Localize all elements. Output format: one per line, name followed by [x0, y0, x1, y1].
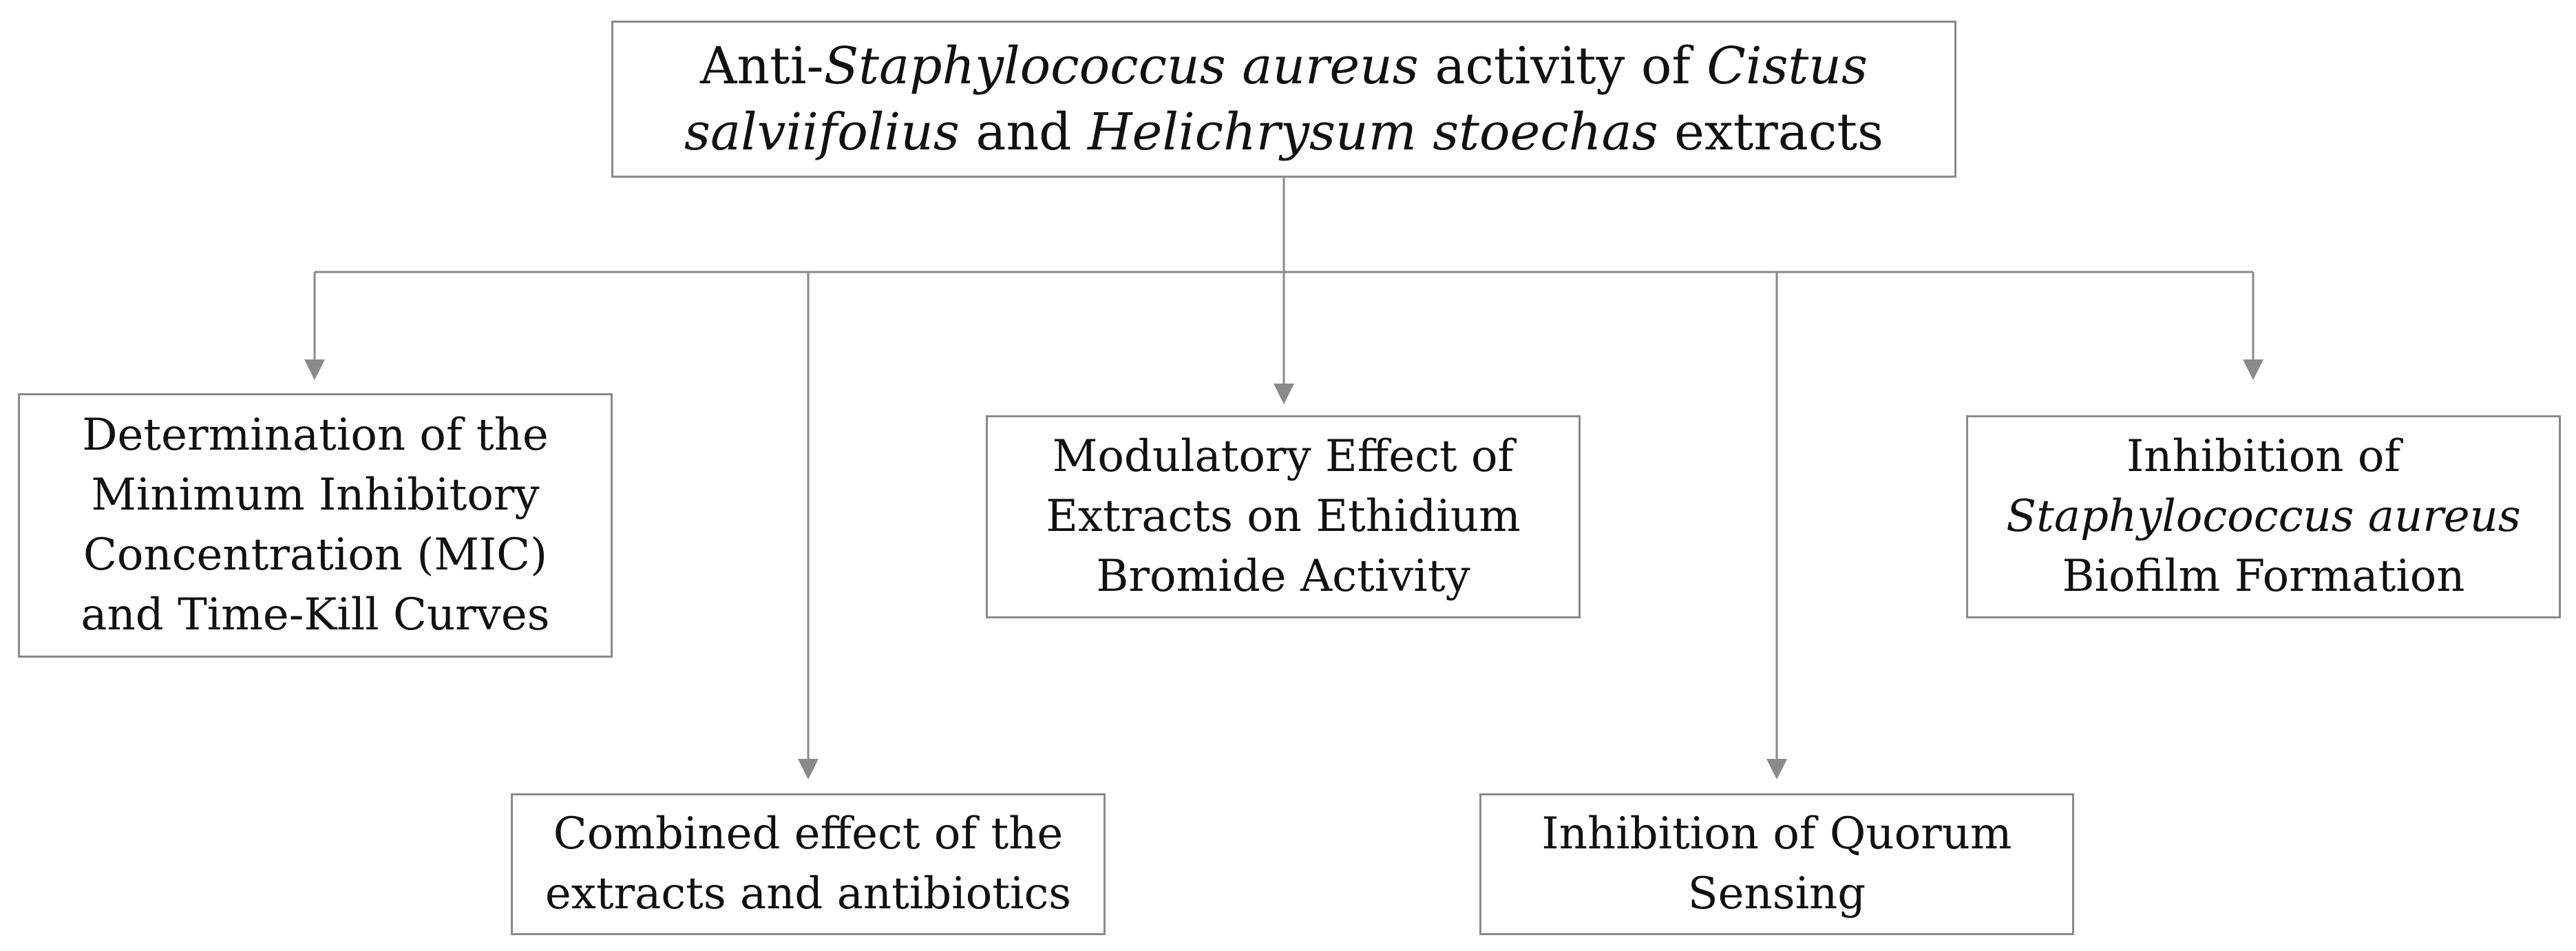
label-segment: Inhibition of Quorum [1541, 808, 2012, 859]
label-segment: Determination of the [82, 409, 549, 461]
label-segment: Bromide Activity [1096, 551, 1470, 603]
root-node [611, 21, 1956, 178]
node-mic-time-kill-label [81, 406, 549, 645]
connector-drop-ethidium [1283, 272, 1285, 386]
root-node-label [684, 33, 1883, 165]
label-segment: extracts [1658, 103, 1883, 162]
label-line [2006, 487, 2520, 547]
connectors [315, 178, 2253, 272]
label-line [1046, 427, 1521, 487]
label-italic-segment: Helichrysum stoechas [1088, 103, 1658, 162]
label-line [545, 864, 1071, 924]
arrowhead-ethidium [1274, 384, 1294, 404]
node-combined-effect [511, 793, 1106, 935]
label-segment: extracts and antibiotics [545, 868, 1072, 919]
node-ethidium-bromide-label [1046, 427, 1521, 607]
label-line [81, 406, 549, 466]
label-line [1046, 547, 1521, 607]
arrowhead-biofilm [2243, 359, 2263, 380]
node-mic-time-kill [18, 393, 613, 658]
label-segment: Modulatory Effect of [1052, 430, 1514, 482]
label-line [545, 804, 1071, 864]
label-segment: Extracts on Ethidium [1046, 490, 1521, 542]
node-biofilm-inhibition-label [2006, 427, 2520, 607]
label-segment: Anti- [700, 36, 824, 96]
label-italic-segment: salviifolius [684, 103, 960, 162]
label-line [81, 466, 549, 525]
label-segment: Biofilm Formation [2062, 551, 2465, 603]
node-quorum-sensing [1479, 793, 2074, 935]
label-italic-segment: Cistus [1707, 36, 1868, 96]
label-segment: Concentration (MIC) [83, 530, 548, 581]
connector-drop-combined [807, 272, 810, 761]
label-line [1541, 804, 2012, 864]
connector-drop-quorum [1776, 272, 1778, 761]
node-quorum-sensing-label [1541, 804, 2012, 924]
label-line [2006, 427, 2520, 487]
label-line [2006, 547, 2520, 607]
label-line [1046, 487, 1521, 547]
label-line [684, 99, 1883, 165]
node-biofilm-inhibition [1966, 415, 2561, 618]
label-segment: and [959, 103, 1088, 162]
label-line [81, 585, 549, 645]
label-segment: and Time-Kill Curves [81, 589, 550, 641]
connector-drop-biofilm [2252, 272, 2255, 365]
label-segment: Inhibition of [2126, 430, 2401, 482]
label-segment: Sensing [1687, 868, 1866, 919]
node-combined-effect-label [545, 804, 1071, 924]
label-italic-segment: Staphylococcus aureus [823, 36, 1419, 96]
label-segment: activity of [1418, 36, 1707, 96]
label-italic-segment: Staphylococcus aureus [2006, 490, 2521, 542]
arrowhead-combined [798, 759, 819, 780]
label-line [1541, 864, 2012, 924]
arrowhead-quorum [1766, 759, 1787, 780]
connector-drop-mic [314, 272, 316, 365]
label-line [81, 525, 549, 585]
label-segment: Combined effect of the [553, 808, 1064, 859]
label-segment: Minimum Inhibitory [91, 469, 540, 521]
node-ethidium-bromide [986, 415, 1581, 618]
arrowhead-mic [304, 359, 325, 380]
label-line [684, 33, 1883, 99]
